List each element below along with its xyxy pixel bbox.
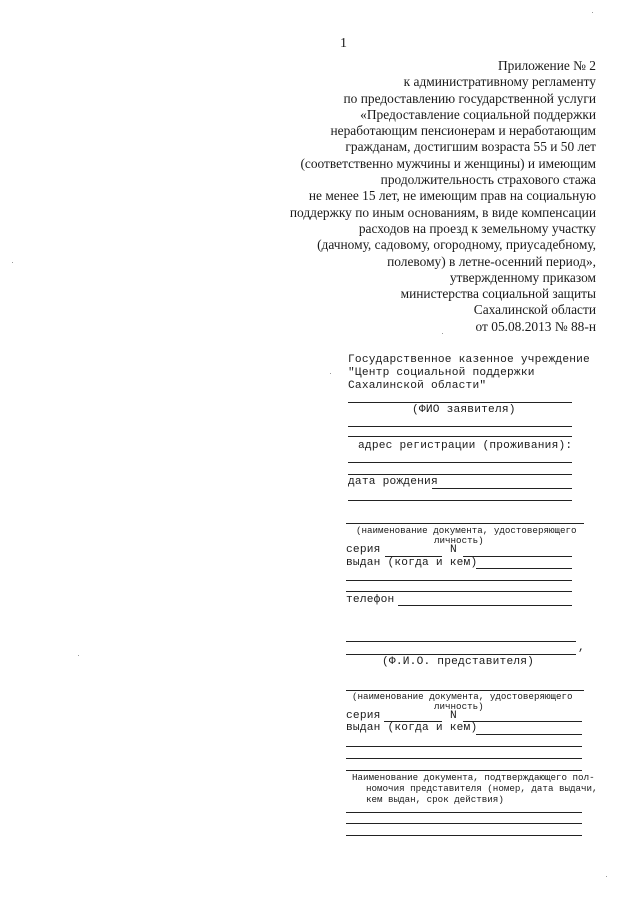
blank-line [346, 746, 582, 747]
blank-line [348, 500, 572, 501]
phone-label: телефон [346, 594, 395, 606]
comma: , [578, 642, 585, 654]
appendix-line: неработающим пенсионерам и неработающим [330, 123, 596, 139]
rep-number-line [463, 721, 582, 722]
scan-speck [78, 655, 79, 656]
blank-line [348, 426, 572, 427]
appendix-line: поддержку по иным основаниям, в виде компенсации [289, 204, 596, 220]
rep-id-doc-caption: личность) [434, 701, 484, 712]
phone-line [398, 605, 572, 606]
addressee-line: "Центр социальной поддержки [348, 367, 535, 379]
series-label: серия [346, 544, 381, 556]
id-doc-line [346, 523, 584, 524]
rep-issued-label: выдан (когда и кем) [346, 722, 478, 734]
authority-line [346, 812, 582, 813]
appendix-order-date: от 05.08.2013 № 88-н [475, 318, 596, 334]
appendix-line: (соответственно мужчины и женщины) и имеющим [300, 155, 596, 171]
appendix-line: министерства социальной защиты [400, 286, 596, 302]
fio-applicant-line [348, 402, 572, 403]
rep-number-label: N [450, 710, 457, 722]
number-line [463, 556, 572, 557]
authority-line [346, 835, 582, 836]
blank-line [348, 436, 572, 437]
appendix-line: «Предоставление социальной поддержки [360, 106, 596, 122]
rep-fio-line [346, 641, 576, 642]
appendix-line: гражданам, достигшим возраста 55 и 50 лет [345, 139, 596, 155]
fio-applicant-caption: (ФИО заявителя) [412, 404, 516, 416]
blank-line [346, 580, 572, 581]
addressee-line: Сахалинской области" [348, 380, 487, 392]
number-label: N [450, 544, 457, 556]
authority-line [346, 823, 582, 824]
scan-speck [442, 333, 443, 334]
scan-speck [330, 373, 331, 374]
rep-id-doc-caption: (наименование документа, удостоверяющего [352, 691, 573, 702]
id-doc-caption: личность) [434, 535, 484, 546]
appendix-title: Приложение № 2 [497, 58, 596, 73]
scan-speck [606, 876, 607, 877]
appendix-line: утвержденному приказом [449, 269, 596, 285]
blank-line [346, 758, 582, 759]
addressee-line: Государственное казенное учреждение [348, 354, 590, 366]
issued-line [476, 568, 572, 569]
page-number: 1 [340, 36, 347, 51]
blank-line [346, 591, 572, 592]
id-doc-caption: (наименование документа, удостоверяющего [356, 525, 577, 536]
issued-label: выдан (когда и кем) [346, 557, 478, 569]
appendix-line: полевому) в летне-осенний период», [387, 253, 596, 269]
birthdate-line [432, 488, 572, 489]
appendix-line: расходов на проезд к земельному участку [358, 220, 596, 236]
birthdate-label: дата рождения [348, 476, 438, 488]
scan-speck [12, 262, 13, 263]
scan-speck [592, 12, 593, 13]
appendix-line: по предоставлению государственной услуги [343, 90, 596, 106]
appendix-line: к административному регламенту [403, 74, 596, 90]
authority-doc-line [346, 770, 582, 771]
address-line [348, 462, 572, 463]
authority-caption: номочия представителя (номер, дата выдачи, [366, 783, 598, 794]
address-label: адрес регистрации (проживания): [358, 440, 573, 452]
appendix-line: не менее 15 лет, не имеющим прав на социальную [308, 188, 596, 204]
rep-series-label: серия [346, 710, 381, 722]
authority-caption: кем выдан, срок действия) [366, 794, 504, 805]
authority-caption: Наименование документа, подтверждающего пол- [352, 772, 595, 783]
rep-issued-line [476, 734, 582, 735]
appendix-header [266, 58, 596, 335]
address-line [348, 474, 572, 475]
appendix-line: (дачному, садовому, огородному, приусадебному, [317, 237, 596, 253]
appendix-line: Сахалинской области [473, 302, 596, 318]
rep-fio-caption: (Ф.И.О. представителя) [382, 656, 535, 668]
appendix-line: продолжительность страхового стажа [380, 172, 596, 188]
rep-fio-line [346, 654, 576, 655]
